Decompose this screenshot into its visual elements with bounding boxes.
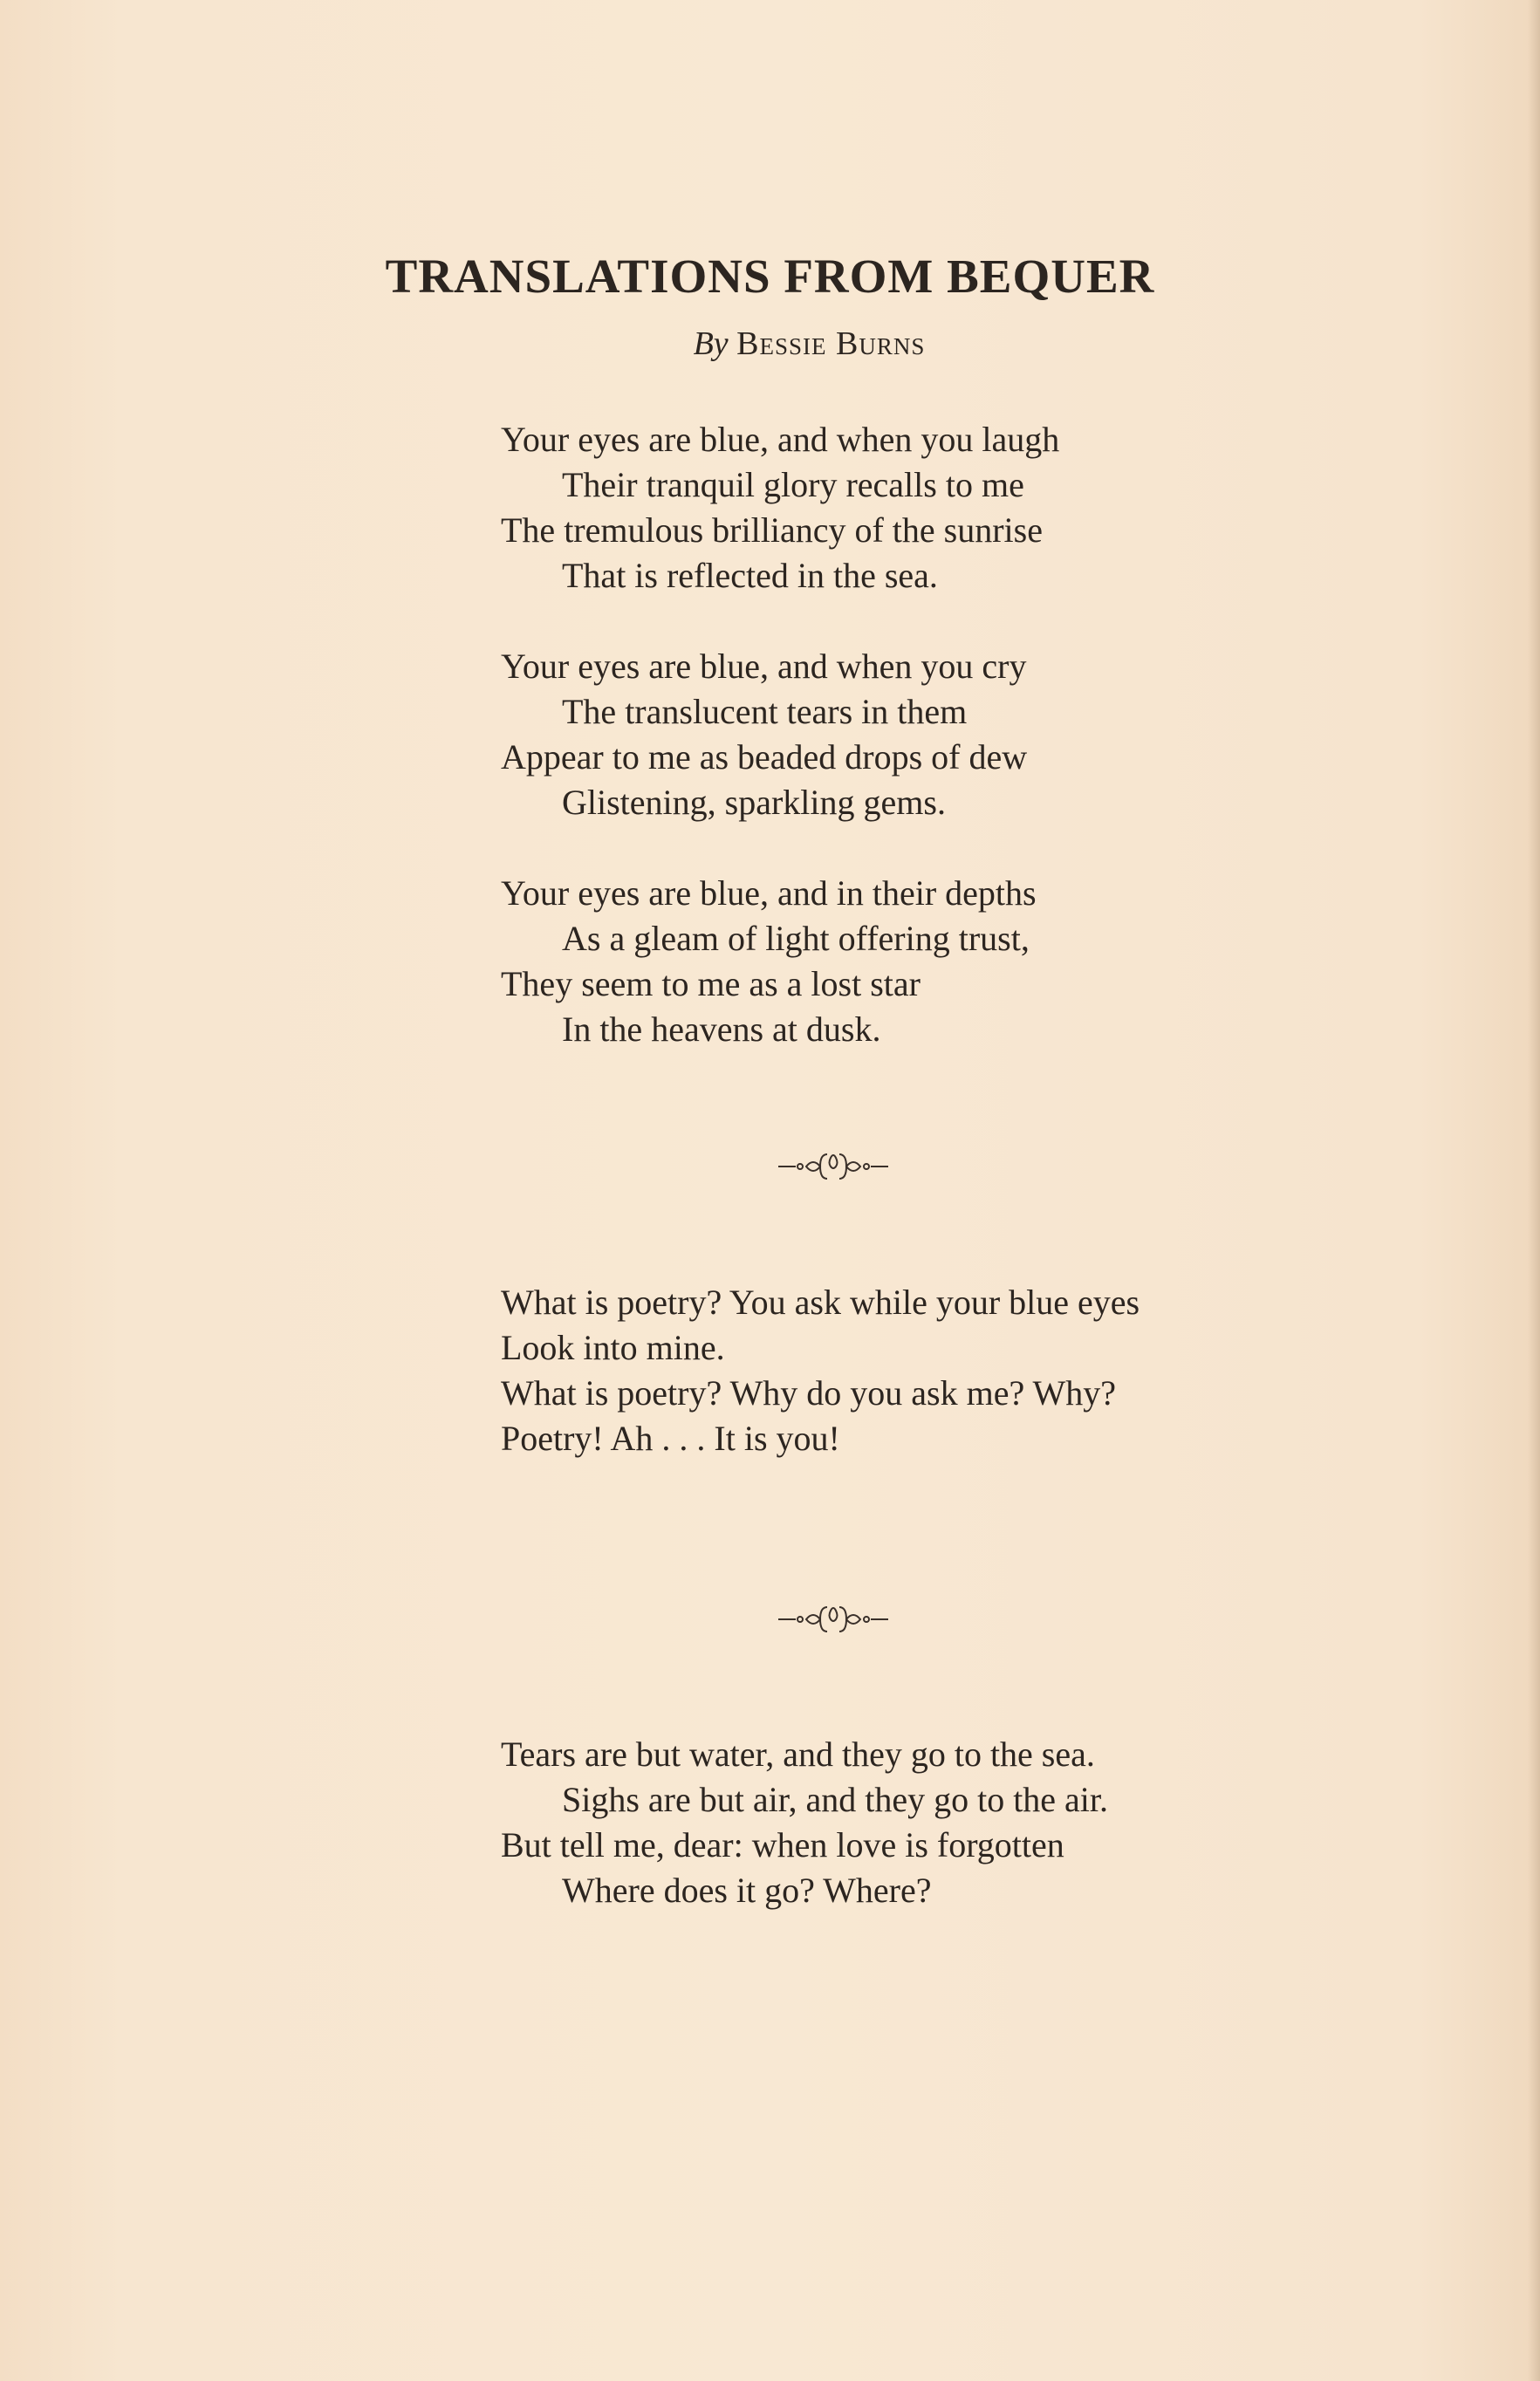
fleuron-divider-icon [777,1149,890,1184]
poem-line: They seem to me as a lost star [501,964,921,1003]
poem-line: That is reflected in the sea. [562,556,938,595]
byline-prefix: By [693,325,729,362]
poem-line: Sighs are but air, and they go to the air. [562,1780,1109,1819]
poem-line: Glistening, sparkling gems. [562,783,946,822]
poem-line: What is poetry? You ask while your blue eyes [501,1283,1140,1322]
poem-1 [501,417,1373,1052]
poem-line: Look into mine. [501,1328,725,1367]
poem-line: Your eyes are blue, and in their depths [501,873,1037,913]
poem-line: But tell me, dear: when love is forgotten [501,1825,1064,1864]
poem-line: In the heavens at dusk. [562,1009,881,1049]
poem-3 [501,1732,1373,1913]
poem-line: Your eyes are blue, and when you cry [501,647,1027,686]
author-name: Bessie Burns [736,325,926,362]
stanza-break [501,599,1373,644]
byline [0,325,1540,363]
poem-line: The tremulous brilliancy of the sunrise [501,510,1043,550]
poem-line: As a gleam of light offering trust, [562,919,1030,958]
poem-line: Appear to me as beaded drops of dew [501,737,1028,777]
page-title: TRANSLATIONS FROM BEQUER [385,250,1155,303]
fleuron-divider-icon [777,1602,890,1637]
poem-2 [501,1280,1373,1461]
stanza-break [501,825,1373,871]
poem-line: Poetry! Ah . . . It is you! [501,1419,840,1458]
poem-line: Tears are but water, and they go to the sea. [501,1734,1095,1774]
poem-line: Your eyes are blue, and when you laugh [501,420,1060,459]
poem-line: Where does it go? Where? [562,1871,932,1910]
poem-line: Their tranquil glory recalls to me [562,465,1024,504]
poem-line: What is poetry? Why do you ask me? Why? [501,1373,1116,1413]
poem-line: The translucent tears in them [562,692,968,731]
